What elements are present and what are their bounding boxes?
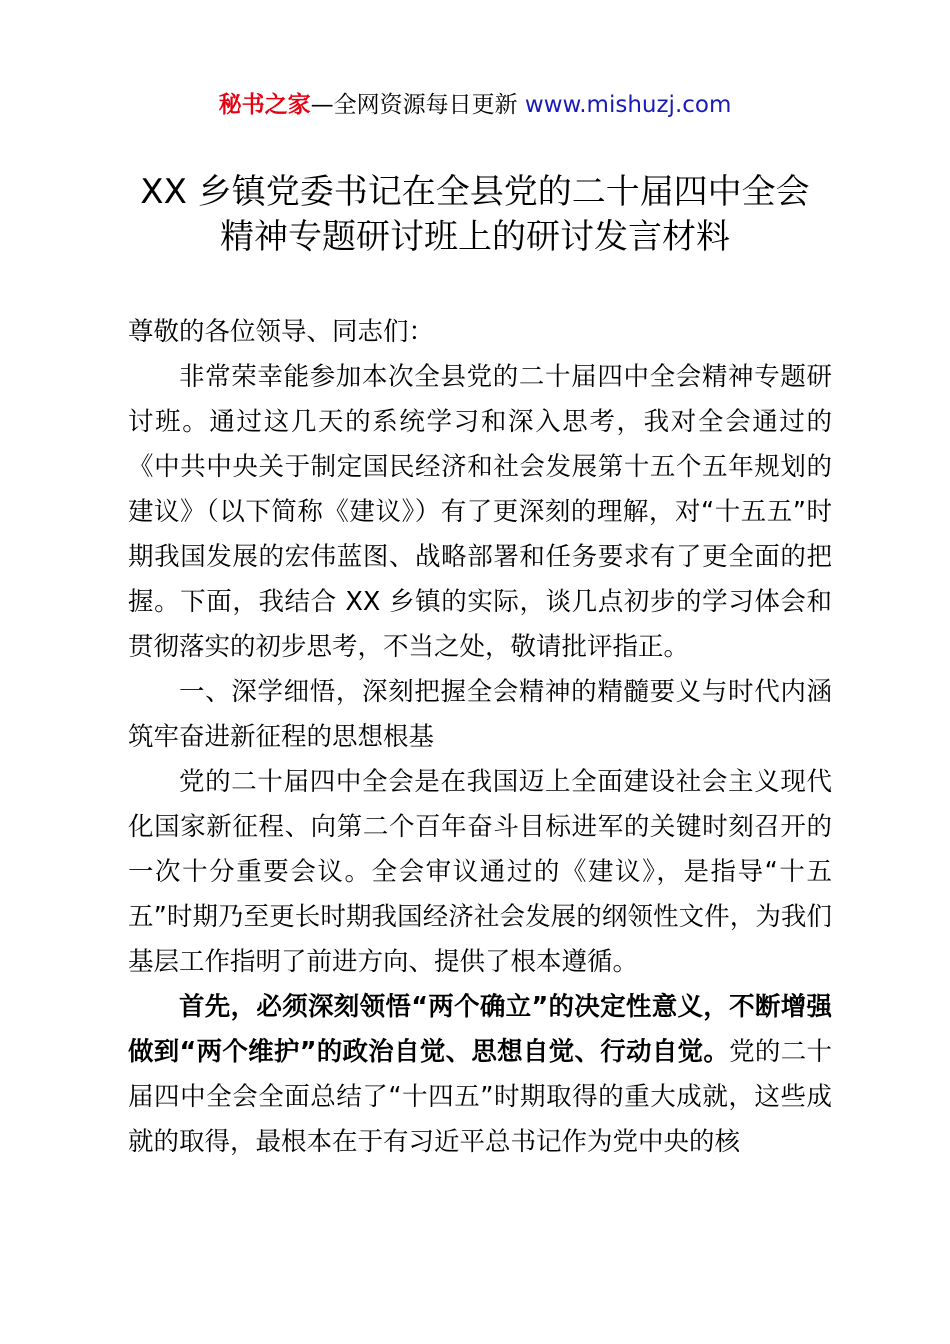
document-title	[0, 170, 950, 260]
first-point-lead: 首先，必须深刻领悟“两个确立”的决定性意义，不断增强做到“两个维护”的政治自觉、思想自觉、行动自觉。	[128, 992, 832, 1067]
section-heading-1: 一、深学细悟，深刻把握全会精神的精髓要义与时代内涵筑牢奋进新征程的思想根基	[128, 677, 832, 752]
salutation: 尊敬的各位领导、同志们：	[128, 317, 435, 347]
site-slogan: —全网资源每日更新	[310, 92, 525, 118]
document-body	[128, 310, 832, 1165]
title-line-1: XX 乡镇党委书记在全县党的二十届四中全会	[140, 172, 810, 212]
paragraph-intro: 非常荣幸能参加本次全县党的二十届四中全会精神专题研讨班。通过这几天的系统学习和深入思考，我对全会通过的《中共中央关于制定国民经济和社会发展第十五个五年规划的建议》（以下简称《建议》）有了更深刻的理解，对“十五五”时期我国发展的宏伟蓝图、战略部署和任务要求有了更全面的把握。下面，我结合 XX 乡镇的实际，谈几点初步的学习体会和贯彻落实的初步思考，不当之处，敬请批评指正。	[128, 362, 832, 662]
site-url-link[interactable]: www.mishuzj.com	[524, 92, 732, 118]
paragraph-background: 党的二十届四中全会是在我国迈上全面建设社会主义现代化国家新征程、向第二个百年奋斗目标进军的关键时刻召开的一次十分重要会议。全会审议通过的《建议》，是指导“十五五”时期乃至更长时期我国经济社会发展的纲领性文件，为我们基层工作指明了前进方向、提供了根本遵循。	[128, 767, 832, 977]
site-header	[0, 90, 950, 120]
first-point-text: 党的二十届四中全会全面总结了“十四五”时期取得的重大成就，这些成就的取得，最根本在于有习近平总书记作为党中央的核	[128, 1037, 832, 1157]
title-line-2: 精神专题研讨班上的研讨发言材料	[220, 217, 730, 257]
paragraph-first-point	[128, 985, 832, 1165]
site-brand: 秘书之家	[218, 92, 311, 118]
